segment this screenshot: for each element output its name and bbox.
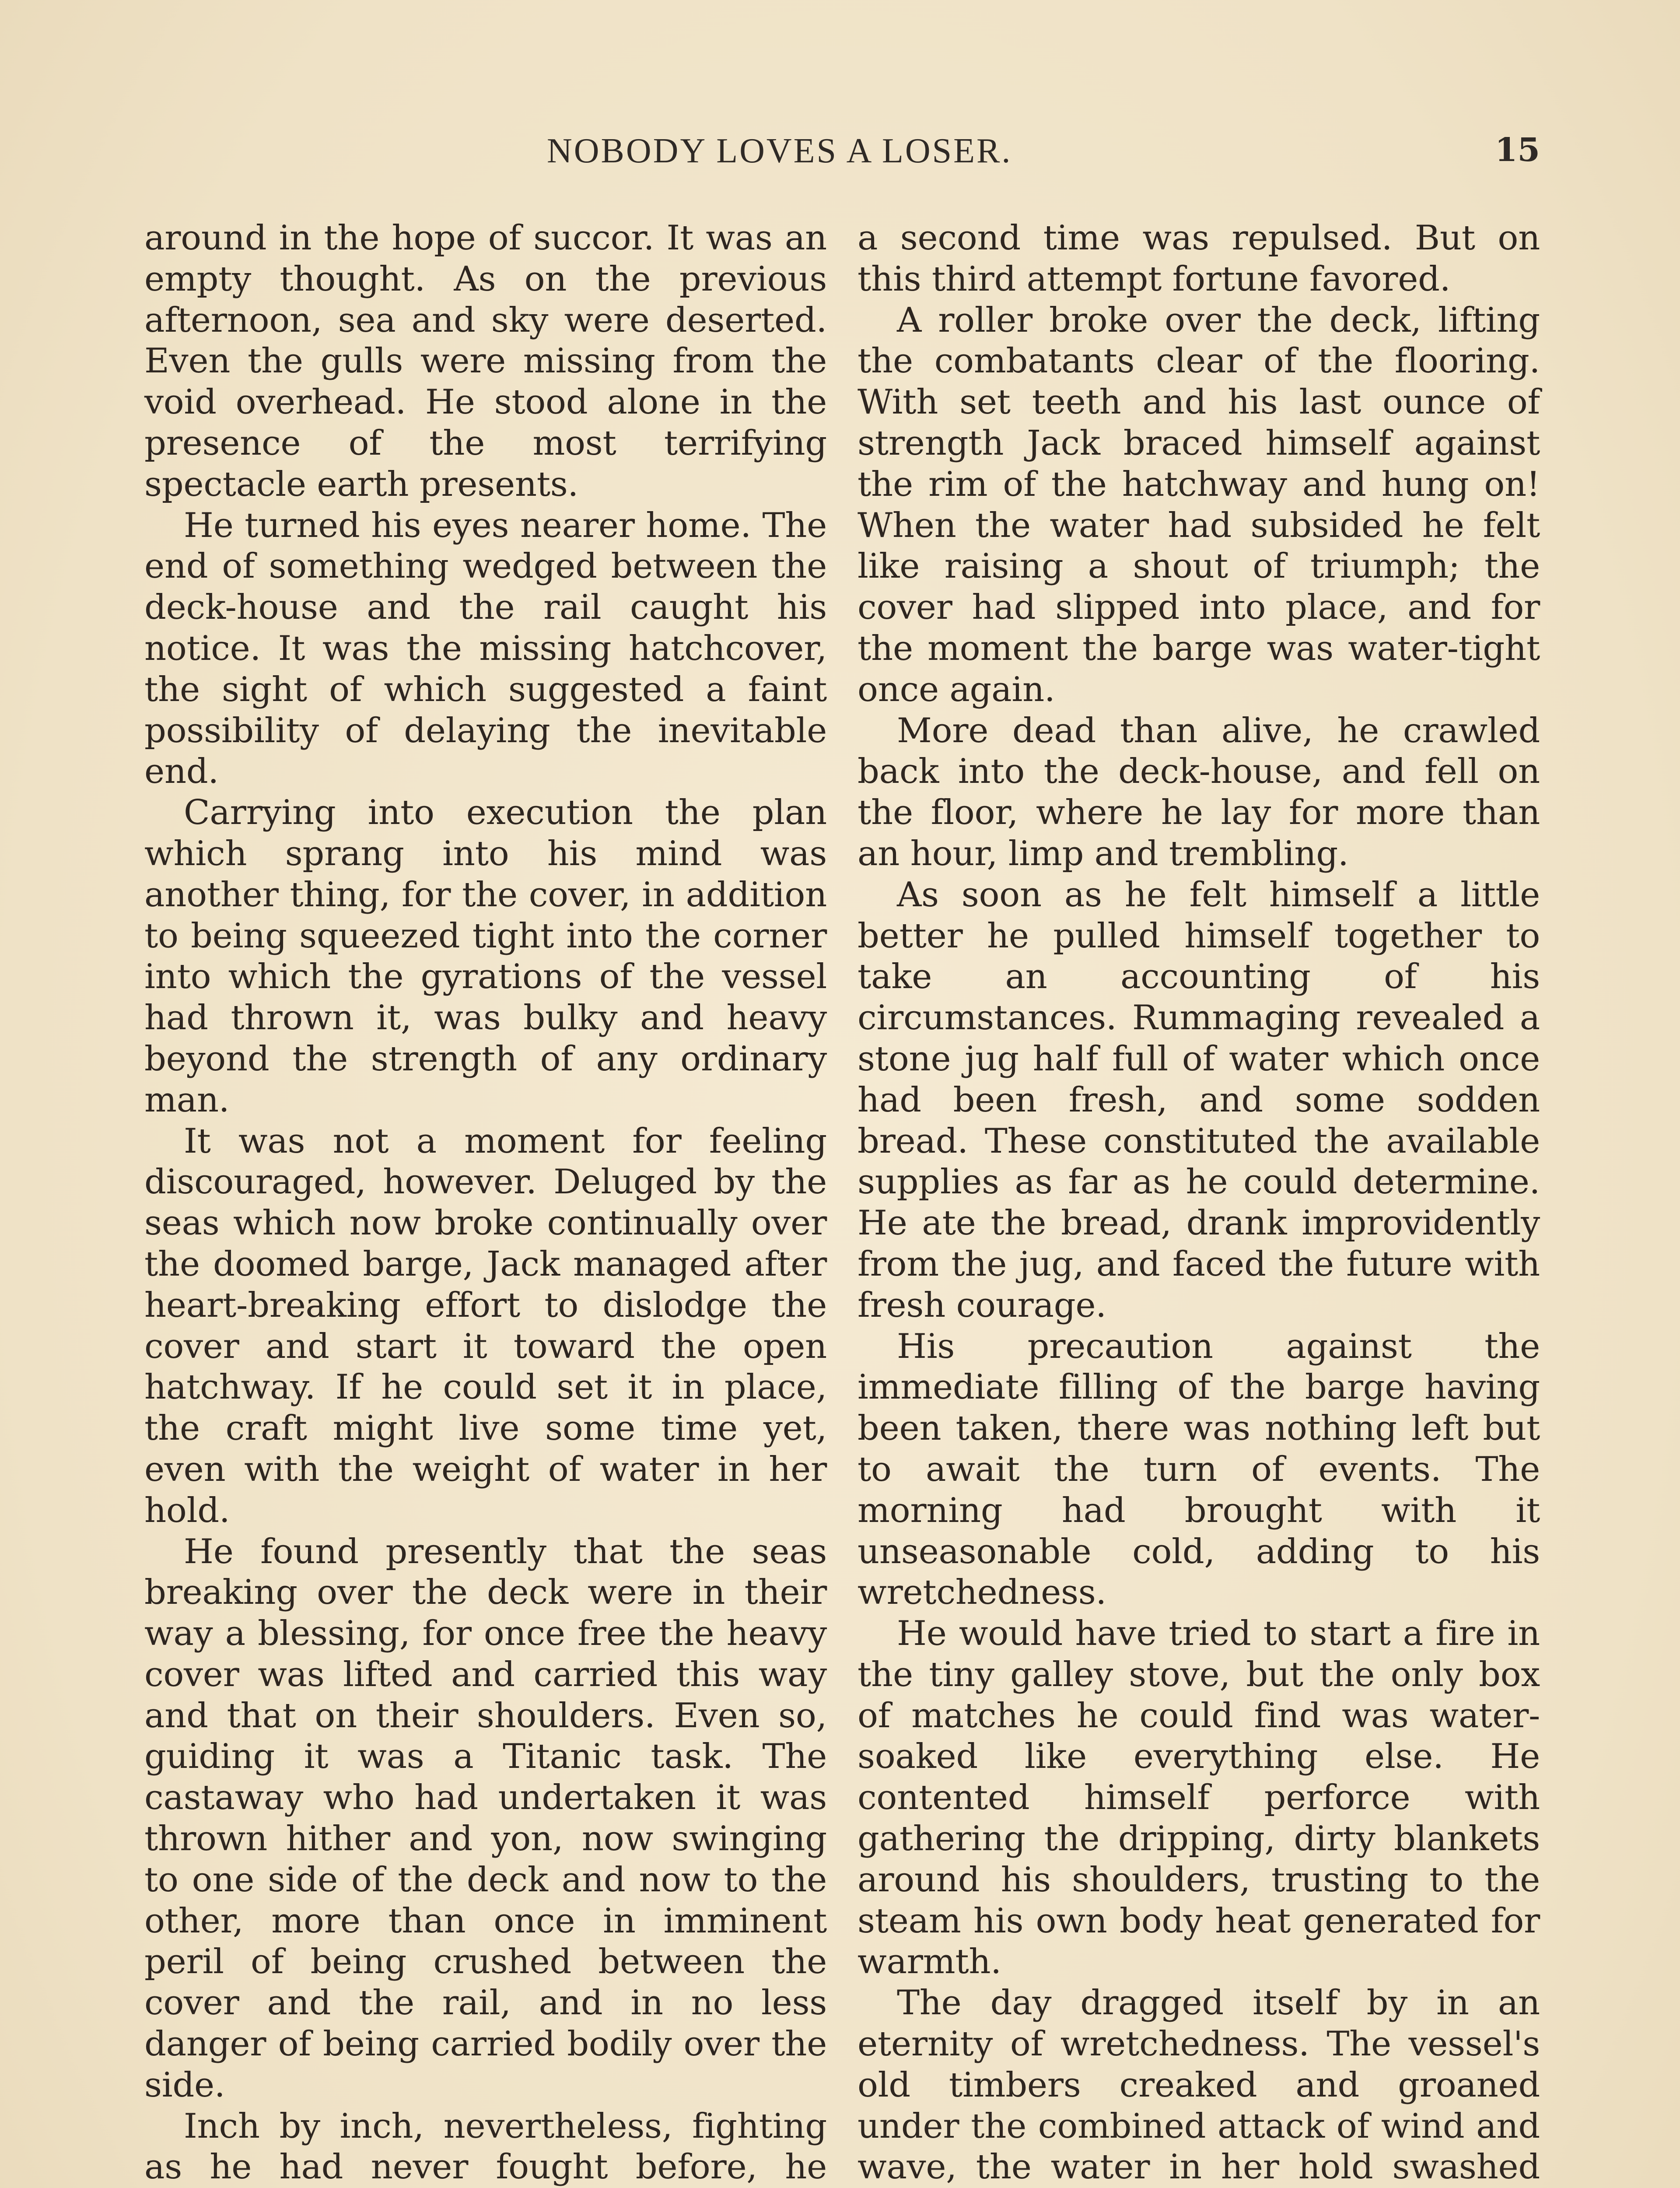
paragraph: He turned his eyes nearer home. The end of something wedged between the deck-house and the rail caught his notice. It was the missing hatchcover, the sight of which suggested a faint possibility of delaying the inevitable end. <box>144 505 827 792</box>
paragraph: His precaution against the immediate filling of the barge having been taken, there was nothing left but to await the turn of events. The morning had brought with it unseasonable cold, adding to his wretchedness. <box>858 1326 1540 1613</box>
left-column <box>144 218 827 2188</box>
right-column <box>858 218 1540 2188</box>
paragraph: The day dragged itself by in an eternity of wretchedness. The vessel's old timbers creaked and groaned under the combined attack of wind and wave, the water in her hold swashed <box>858 1983 1540 2187</box>
page-header <box>140 131 1540 179</box>
paragraph: Carrying into execution the plan which sprang into his mind was another thing, for the cover, in addition to being squeezed tight into the corner into which the gyrations of the vessel had thrown it, was bulky and heavy beyond the strength of any ordinary man. <box>144 793 827 1120</box>
running-title: NOBODY LOVES A LOSER. <box>547 132 1012 170</box>
paragraph: It was not a moment for feeling discouraged, however. Deluged by the seas which now broke continually over the doomed barge, Jack managed after heart-breaking effort to dislodge the cover and start it toward the open hatchway. If he could set it in place, the craft might live some time yet, even with the weight of water in her hold. <box>144 1121 827 1530</box>
paragraph: around in the hope of succor. It was an empty thought. As on the previous afternoon, sea and sky were deserted. Even the gulls were missing from the void overhead. He stood alone in the presence of the most terrifying spectacle earth presents. <box>144 218 827 504</box>
page-number: 15 <box>1495 131 1540 169</box>
paragraph: a second time was repulsed. But on this third attempt fortune favored. <box>858 218 1540 299</box>
paragraph: As soon as he felt himself a little better he pulled himself together to take an accounting of his circumstances. Rummaging revealed a stone jug half full of water which once had been fresh, and some sodden bread. These constituted the available supplies as far as he could determine. He ate the bread, drank improvidently from the jug, and faced the future with fresh courage. <box>858 875 1540 1325</box>
paragraph: He would have tried to start a fire in the tiny galley stove, but the only box of matches he could find was water-soaked like everything else. He contented himself perforce with gathering the dripping, dirty blankets around his shoulders, trusting to the steam his own body heat generated for warmth. <box>858 1614 1540 1982</box>
paragraph: He found presently that the seas breaking over the deck were in their way a blessing, for once free the heavy cover was lifted and carried this way and that on their shoulders. Even so, guiding it was a Titanic task. The castaway who had undertaken it was thrown hither and yon, now swinging to one side of the deck and now to the other, more than once in imminent peril of being crushed between the cover and the rail, and in no less danger of being carried bodily over the side. <box>144 1532 827 2105</box>
paragraph: A roller broke over the deck, lifting the combatants clear of the flooring. With set teeth and his last ounce of strength Jack braced himself against the rim of the hatchway and hung on! When the water had subsided he felt like raising a shout of triumph; the cover had slipped into place, and for the moment the barge was water-tight once again. <box>858 300 1540 709</box>
paragraph: Inch by inch, nevertheless, fighting as he had never fought before, he <box>144 2106 827 2187</box>
paragraph: More dead than alive, he crawled back into the deck-house, and fell on the floor, where he lay for more than an hour, limp and trembling. <box>858 711 1540 873</box>
